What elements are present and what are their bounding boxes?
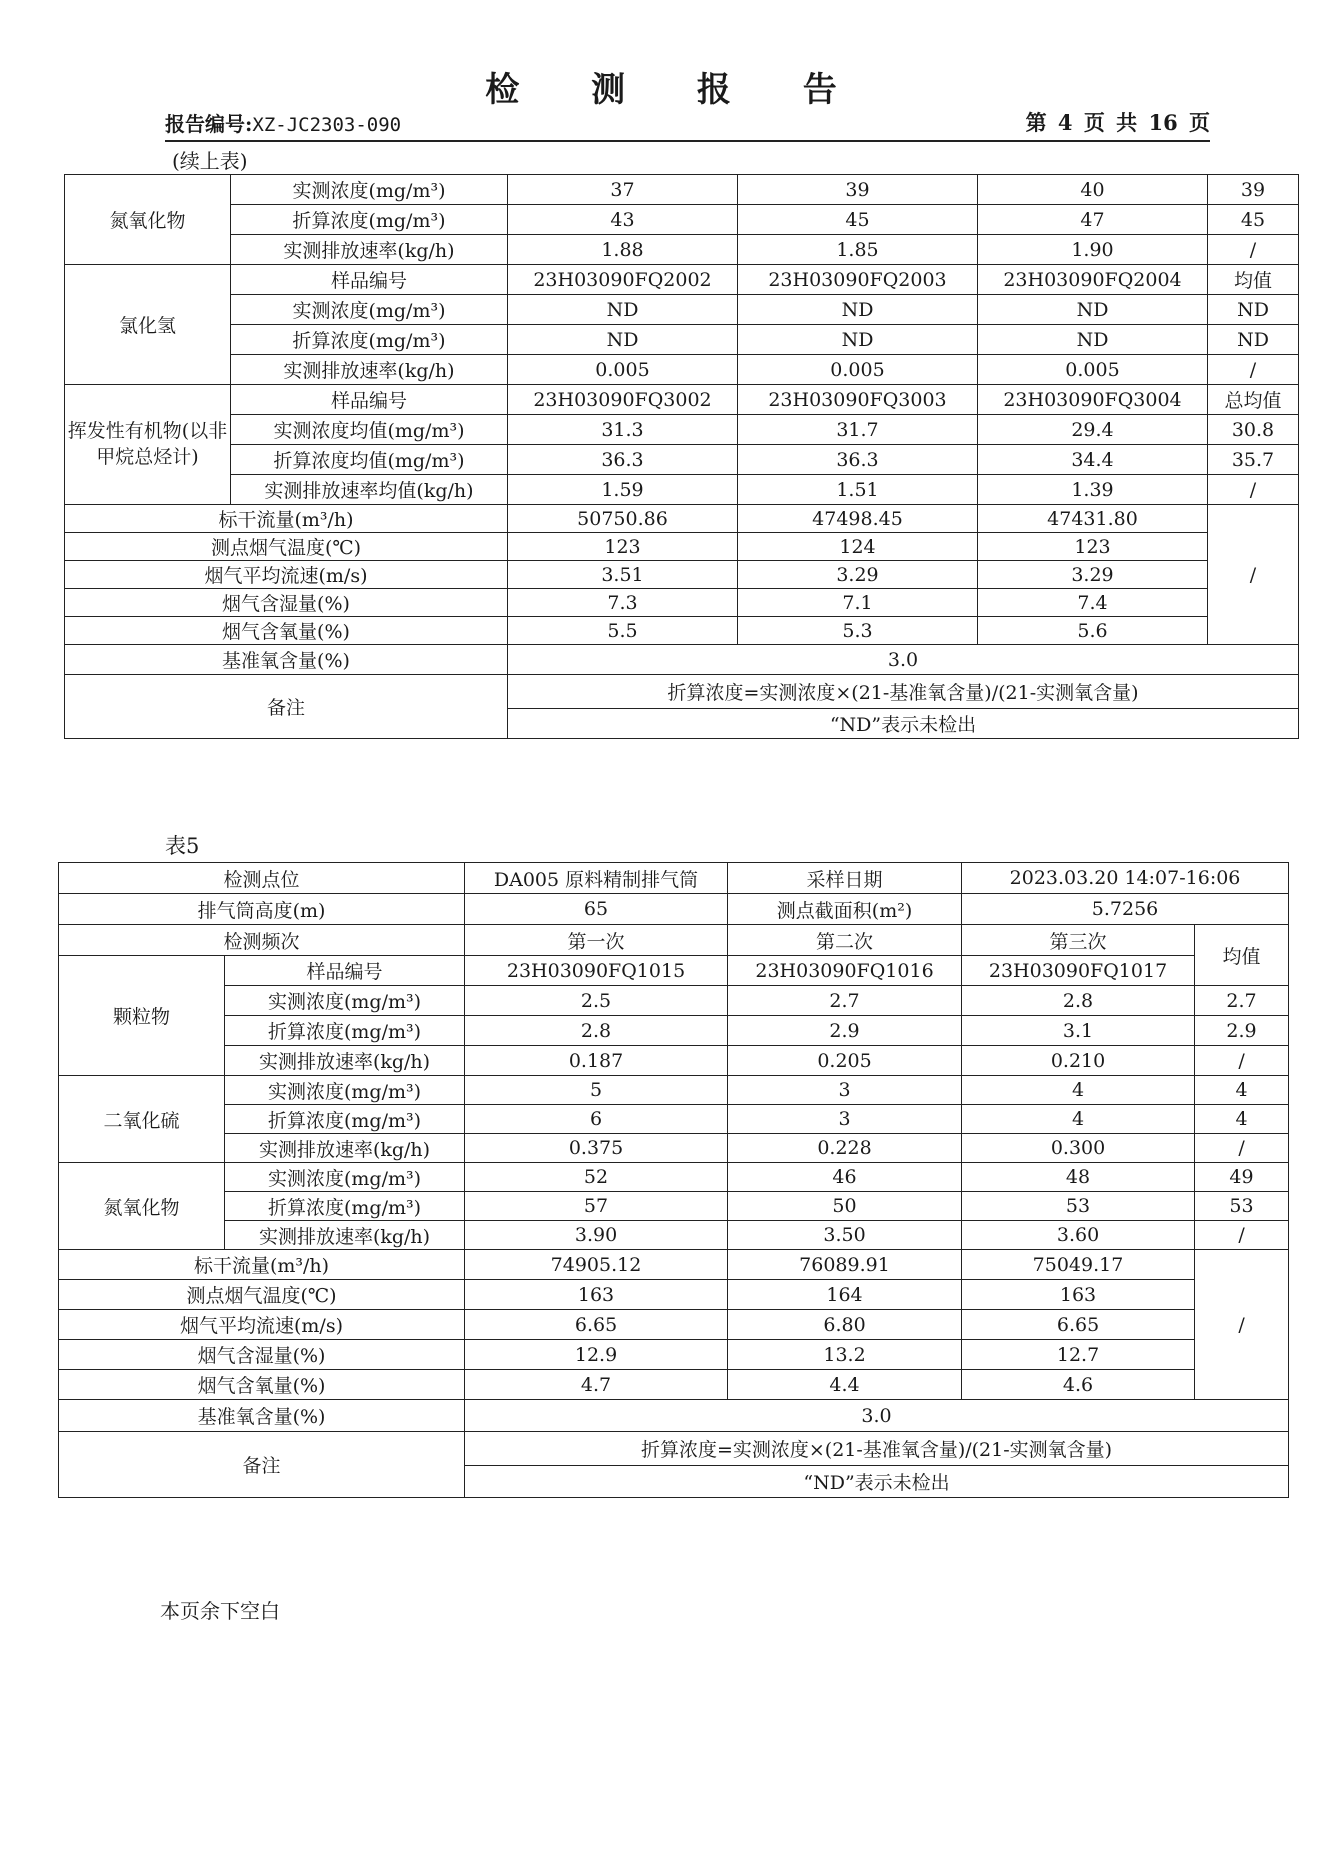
point-label: 检测点位 xyxy=(59,863,465,894)
value-cell: 4 xyxy=(1195,1076,1289,1105)
value-cell: / xyxy=(1208,475,1299,505)
row-label: 样品编号 xyxy=(231,385,508,415)
value-cell: 164 xyxy=(728,1280,962,1310)
report-number-value: XZ-JC2303-090 xyxy=(252,114,402,136)
value-cell: 3.29 xyxy=(978,561,1208,589)
value-cell: 123 xyxy=(978,533,1208,561)
value-cell: 3.50 xyxy=(728,1221,962,1250)
value-cell: 4 xyxy=(962,1105,1195,1134)
value-cell: 2.8 xyxy=(962,986,1195,1016)
value-cell: 0.187 xyxy=(465,1046,728,1076)
table-row xyxy=(65,589,1299,617)
value-cell: 48 xyxy=(962,1163,1195,1192)
value-cell: 23H03090FQ2004 xyxy=(978,265,1208,295)
value-cell: 5 xyxy=(465,1076,728,1105)
row-label: 折算浓度均值(mg/m³) xyxy=(231,445,508,475)
remark-formula: 折算浓度=实测浓度×(21-基准氧含量)/(21-实测氧含量) xyxy=(508,675,1299,709)
value-cell: ND xyxy=(738,325,978,355)
value-cell: 53 xyxy=(1195,1192,1289,1221)
param-label: 测点烟气温度(℃) xyxy=(65,533,508,561)
row-label: 实测浓度均值(mg/m³) xyxy=(231,415,508,445)
table-row xyxy=(59,1163,1289,1192)
report-number xyxy=(165,108,401,137)
table-row xyxy=(65,561,1299,589)
table-row xyxy=(65,325,1299,355)
value-cell: 124 xyxy=(738,533,978,561)
value-cell: 12.7 xyxy=(962,1340,1195,1370)
param-label: 标干流量(m³/h) xyxy=(59,1250,465,1280)
table-row xyxy=(59,1370,1289,1400)
table-row xyxy=(59,1310,1289,1340)
value-cell: 均值 xyxy=(1208,265,1299,295)
value-cell: 47 xyxy=(978,205,1208,235)
value-cell: 46 xyxy=(728,1163,962,1192)
row-label: 折算浓度(mg/m³) xyxy=(231,205,508,235)
row-label: 实测排放速率(kg/h) xyxy=(225,1221,465,1250)
t2-body xyxy=(59,863,1289,1498)
value-cell: 52 xyxy=(465,1163,728,1192)
value-cell: 3.1 xyxy=(962,1016,1195,1046)
avg-cell: / xyxy=(1195,1250,1289,1400)
table-row xyxy=(59,1221,1289,1250)
footer-note: 本页余下空白 xyxy=(160,1599,280,1623)
date-value: 2023.03.20 14:07-16:06 xyxy=(962,863,1289,894)
value-cell: / xyxy=(1208,355,1299,385)
value-cell: 1.51 xyxy=(738,475,978,505)
date-label: 采样日期 xyxy=(728,863,962,894)
table-row xyxy=(65,295,1299,325)
remarks-label: 备注 xyxy=(65,675,508,739)
value-cell: 163 xyxy=(465,1280,728,1310)
table-row xyxy=(59,1192,1289,1221)
value-cell: 4.6 xyxy=(962,1370,1195,1400)
value-cell: 47498.45 xyxy=(738,505,978,533)
value-cell: 总均值 xyxy=(1208,385,1299,415)
table-row xyxy=(65,445,1299,475)
row-label: 实测浓度(mg/m³) xyxy=(225,1163,465,1192)
param-label: 烟气平均流速(m/s) xyxy=(59,1310,465,1340)
value-cell: 2.7 xyxy=(728,986,962,1016)
value-cell: 74905.12 xyxy=(465,1250,728,1280)
pollutant-name: 颗粒物 xyxy=(59,956,225,1076)
value-cell: 1.88 xyxy=(508,235,738,265)
report-header xyxy=(165,110,1210,142)
table-row xyxy=(65,533,1299,561)
value-cell: 43 xyxy=(508,205,738,235)
value-cell: 75049.17 xyxy=(962,1250,1195,1280)
value-cell: 6.65 xyxy=(962,1310,1195,1340)
param-label: 烟气含氧量(%) xyxy=(59,1370,465,1400)
row-label: 样品编号 xyxy=(231,265,508,295)
value-cell: 76089.91 xyxy=(728,1250,962,1280)
remark-nd: “ND”表示未检出 xyxy=(508,709,1299,739)
table-row xyxy=(59,894,1289,925)
value-cell: 12.9 xyxy=(465,1340,728,1370)
value-cell: 0.005 xyxy=(508,355,738,385)
row-label: 实测排放速率(kg/h) xyxy=(225,1134,465,1163)
area-value: 5.7256 xyxy=(962,894,1289,925)
avg-cell: / xyxy=(1208,505,1299,645)
table-row xyxy=(65,355,1299,385)
continued-note: (续上表) xyxy=(172,149,248,173)
value-cell: 1.59 xyxy=(508,475,738,505)
value-cell: 123 xyxy=(508,533,738,561)
value-cell: 2.9 xyxy=(1195,1016,1289,1046)
param-label: 烟气平均流速(m/s) xyxy=(65,561,508,589)
table5-label: 表5 xyxy=(165,834,200,858)
value-cell: 3.60 xyxy=(962,1221,1195,1250)
table-row xyxy=(65,235,1299,265)
value-cell: 34.4 xyxy=(978,445,1208,475)
table-row xyxy=(59,986,1289,1016)
remark-nd: “ND”表示未检出 xyxy=(465,1466,1289,1498)
table-row xyxy=(59,1340,1289,1370)
value-cell: 39 xyxy=(738,175,978,205)
table-row xyxy=(59,1280,1289,1310)
value-cell: 0.228 xyxy=(728,1134,962,1163)
value-cell: 36.3 xyxy=(508,445,738,475)
table-row xyxy=(59,1105,1289,1134)
height-value: 65 xyxy=(465,894,728,925)
value-cell: 23H03090FQ3003 xyxy=(738,385,978,415)
table-row xyxy=(59,1250,1289,1280)
value-cell: 23H03090FQ1016 xyxy=(728,956,962,986)
table-row xyxy=(65,205,1299,235)
table-row xyxy=(65,385,1299,415)
value-cell: 0.205 xyxy=(728,1046,962,1076)
value-cell: 23H03090FQ1017 xyxy=(962,956,1195,986)
row-label: 折算浓度(mg/m³) xyxy=(225,1105,465,1134)
value-cell: ND xyxy=(738,295,978,325)
value-cell: 50750.86 xyxy=(508,505,738,533)
param-label: 烟气含湿量(%) xyxy=(65,589,508,617)
value-cell: 31.3 xyxy=(508,415,738,445)
row-label: 样品编号 xyxy=(225,956,465,986)
row-label: 实测排放速率(kg/h) xyxy=(231,355,508,385)
value-cell: 6.65 xyxy=(465,1310,728,1340)
value-cell: 30.8 xyxy=(1208,415,1299,445)
base-oxygen-label: 基准氧含量(%) xyxy=(65,645,508,675)
value-cell: 4 xyxy=(1195,1105,1289,1134)
param-label: 标干流量(m³/h) xyxy=(65,505,508,533)
value-cell: 23H03090FQ2002 xyxy=(508,265,738,295)
table-row xyxy=(59,1134,1289,1163)
avg-header: 均值 xyxy=(1195,925,1289,986)
value-cell: 5.3 xyxy=(738,617,978,645)
value-cell: ND xyxy=(1208,325,1299,355)
freq-label: 检测频次 xyxy=(59,925,465,956)
table-row xyxy=(59,1016,1289,1046)
value-cell: 7.1 xyxy=(738,589,978,617)
point-value: DA005 原料精制排气筒 xyxy=(465,863,728,894)
value-cell: / xyxy=(1208,235,1299,265)
freq-cell: 第三次 xyxy=(962,925,1195,956)
pollutant-name: 氮氧化物 xyxy=(59,1163,225,1250)
value-cell: 163 xyxy=(962,1280,1195,1310)
row-label: 折算浓度(mg/m³) xyxy=(225,1192,465,1221)
value-cell: 45 xyxy=(738,205,978,235)
pollutant-name: 二氧化硫 xyxy=(59,1076,225,1163)
table-row xyxy=(65,675,1299,709)
value-cell: 37 xyxy=(508,175,738,205)
row-label: 折算浓度(mg/m³) xyxy=(225,1016,465,1046)
row-label: 实测浓度(mg/m³) xyxy=(225,986,465,1016)
pollutant-name: 氮氧化物 xyxy=(65,175,231,265)
row-label: 折算浓度(mg/m³) xyxy=(231,325,508,355)
value-cell: ND xyxy=(508,325,738,355)
table-row xyxy=(59,1432,1289,1466)
pollutant-name: 挥发性有机物(以非甲烷总烃计) xyxy=(65,385,231,505)
table-row xyxy=(59,1046,1289,1076)
table-row xyxy=(65,415,1299,445)
value-cell: 29.4 xyxy=(978,415,1208,445)
freq-cell: 第二次 xyxy=(728,925,962,956)
value-cell: 1.90 xyxy=(978,235,1208,265)
table-row xyxy=(65,505,1299,533)
table-row xyxy=(65,175,1299,205)
row-label: 实测浓度(mg/m³) xyxy=(231,295,508,325)
value-cell: 7.3 xyxy=(508,589,738,617)
height-label: 排气筒高度(m) xyxy=(59,894,465,925)
value-cell: ND xyxy=(1208,295,1299,325)
table-row xyxy=(65,265,1299,295)
value-cell: 7.4 xyxy=(978,589,1208,617)
value-cell: 0.210 xyxy=(962,1046,1195,1076)
value-cell: 35.7 xyxy=(1208,445,1299,475)
base-oxygen-value: 3.0 xyxy=(465,1400,1289,1432)
value-cell: 4 xyxy=(962,1076,1195,1105)
value-cell: 4.4 xyxy=(728,1370,962,1400)
value-cell: 5.6 xyxy=(978,617,1208,645)
base-oxygen-value: 3.0 xyxy=(508,645,1299,675)
row-label: 实测浓度(mg/m³) xyxy=(225,1076,465,1105)
value-cell: 3 xyxy=(728,1076,962,1105)
value-cell: / xyxy=(1195,1046,1289,1076)
table-5 xyxy=(58,862,1289,1498)
value-cell: 2.8 xyxy=(465,1016,728,1046)
param-label: 测点烟气温度(℃) xyxy=(59,1280,465,1310)
value-cell: 36.3 xyxy=(738,445,978,475)
value-cell: 2.7 xyxy=(1195,986,1289,1016)
value-cell: 39 xyxy=(1208,175,1299,205)
table-row xyxy=(59,863,1289,894)
value-cell: 0.005 xyxy=(738,355,978,385)
value-cell: 1.85 xyxy=(738,235,978,265)
value-cell: 57 xyxy=(465,1192,728,1221)
value-cell: 49 xyxy=(1195,1163,1289,1192)
value-cell: 6.80 xyxy=(728,1310,962,1340)
value-cell: 40 xyxy=(978,175,1208,205)
value-cell: ND xyxy=(978,295,1208,325)
value-cell: 3.51 xyxy=(508,561,738,589)
value-cell: 23H03090FQ3004 xyxy=(978,385,1208,415)
value-cell: 23H03090FQ3002 xyxy=(508,385,738,415)
remarks-label: 备注 xyxy=(59,1432,465,1498)
value-cell: 13.2 xyxy=(728,1340,962,1370)
value-cell: ND xyxy=(978,325,1208,355)
value-cell: 2.5 xyxy=(465,986,728,1016)
row-label: 实测排放速率(kg/h) xyxy=(231,235,508,265)
value-cell: 47431.80 xyxy=(978,505,1208,533)
base-oxygen-label: 基准氧含量(%) xyxy=(59,1400,465,1432)
row-label: 实测排放速率(kg/h) xyxy=(225,1046,465,1076)
param-label: 烟气含氧量(%) xyxy=(65,617,508,645)
pollutant-name: 氯化氢 xyxy=(65,265,231,385)
value-cell: 23H03090FQ1015 xyxy=(465,956,728,986)
value-cell: 3 xyxy=(728,1105,962,1134)
value-cell: 23H03090FQ2003 xyxy=(738,265,978,295)
value-cell: / xyxy=(1195,1134,1289,1163)
value-cell: 53 xyxy=(962,1192,1195,1221)
row-label: 实测浓度(mg/m³) xyxy=(231,175,508,205)
value-cell: 45 xyxy=(1208,205,1299,235)
value-cell: 3.90 xyxy=(465,1221,728,1250)
value-cell: 1.39 xyxy=(978,475,1208,505)
report-number-label: 报告编号: xyxy=(165,112,253,136)
table-continued xyxy=(64,174,1299,739)
value-cell: 50 xyxy=(728,1192,962,1221)
param-label: 烟气含湿量(%) xyxy=(59,1340,465,1370)
table-row xyxy=(59,1400,1289,1432)
value-cell: ND xyxy=(508,295,738,325)
page-info: 第 4 页 共 16 页 xyxy=(1025,110,1210,135)
value-cell: 0.300 xyxy=(962,1134,1195,1163)
table-row xyxy=(65,475,1299,505)
area-label: 测点截面积(m²) xyxy=(728,894,962,925)
table-row xyxy=(59,925,1289,956)
value-cell: 5.5 xyxy=(508,617,738,645)
t1-body xyxy=(65,175,1299,739)
remark-formula: 折算浓度=实测浓度×(21-基准氧含量)/(21-实测氧含量) xyxy=(465,1432,1289,1466)
report-title: 检 测 报 告 xyxy=(485,70,867,110)
value-cell: 0.375 xyxy=(465,1134,728,1163)
value-cell: 3.29 xyxy=(738,561,978,589)
value-cell: 2.9 xyxy=(728,1016,962,1046)
value-cell: 0.005 xyxy=(978,355,1208,385)
table-row xyxy=(59,1076,1289,1105)
value-cell: 6 xyxy=(465,1105,728,1134)
table-row xyxy=(59,956,1289,986)
value-cell: / xyxy=(1195,1221,1289,1250)
table-row xyxy=(65,617,1299,645)
table-row xyxy=(65,645,1299,675)
row-label: 实测排放速率均值(kg/h) xyxy=(231,475,508,505)
freq-cell: 第一次 xyxy=(465,925,728,956)
value-cell: 4.7 xyxy=(465,1370,728,1400)
value-cell: 31.7 xyxy=(738,415,978,445)
